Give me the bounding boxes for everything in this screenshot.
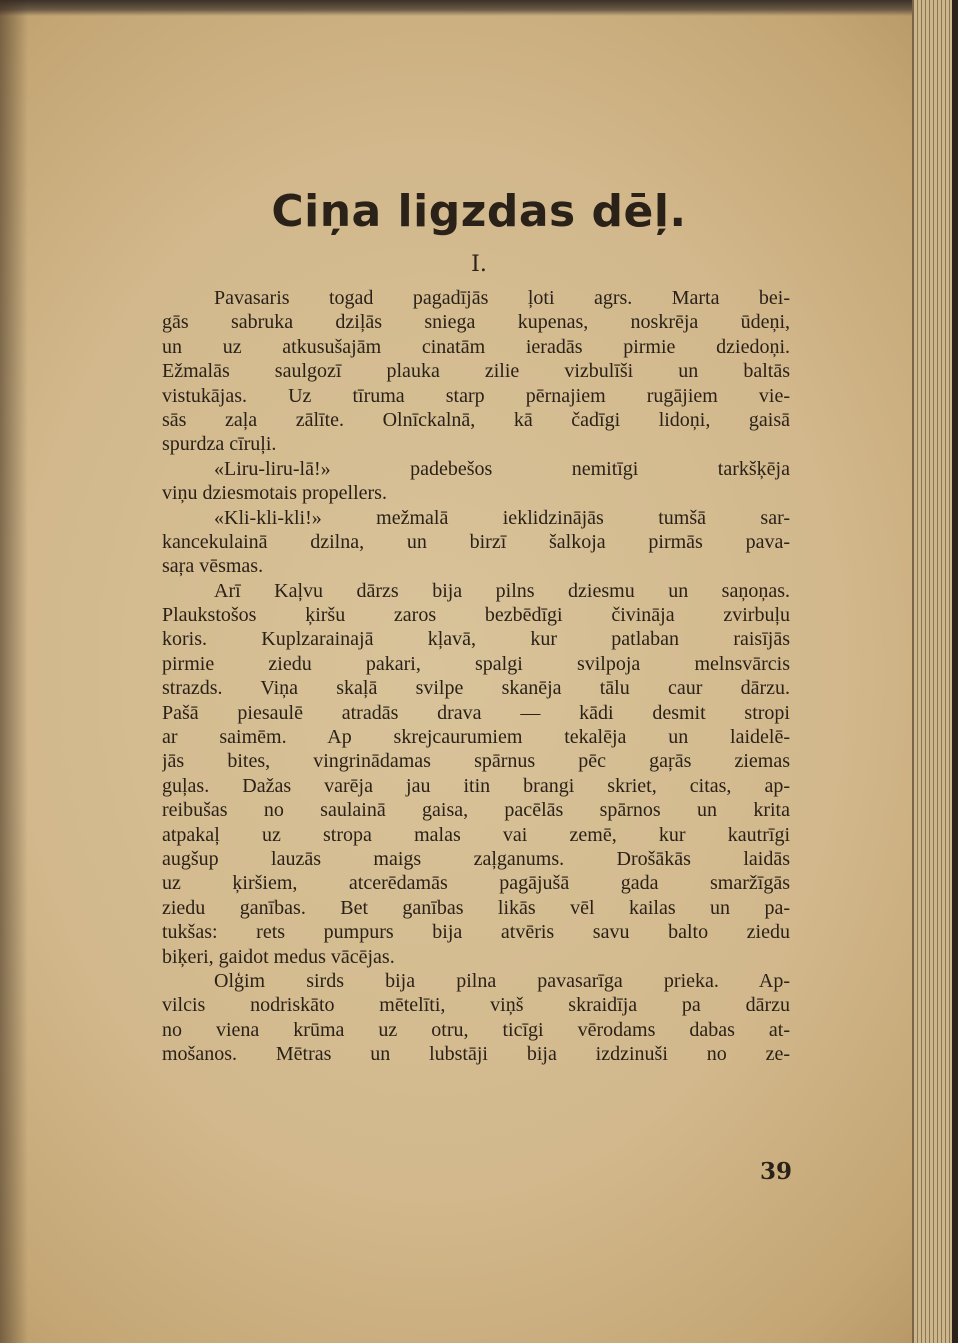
top-edge-shadow <box>0 0 958 16</box>
text-line: strazds. Viņa skaļā svilpe skanēja tālu caur dārzu. <box>162 677 790 700</box>
text-line: tukšas: rets pumpurs bija atvēris savu balto ziedu <box>162 921 790 944</box>
text-line: viņu dziesmotais propellers. <box>162 482 387 505</box>
text-line: spurdza cīruļi. <box>162 433 277 456</box>
text-line: Pašā piesaulē atradās drava — kādi desmit stropi <box>162 701 790 724</box>
text-line: biķeri, gaidot medus vācējas. <box>162 945 395 968</box>
text-line: mošanos. Mētras un lubstāji bija izdzinuši no ze- <box>162 1043 790 1066</box>
text-line: sās zaļa zālīte. Olnīckalnā, kā čadīgi lidoņi, gaisā <box>162 408 790 431</box>
body-text <box>162 286 790 1067</box>
text-line: augšup lauzās maigs zaļganums. Drošākās laidās <box>162 847 790 870</box>
text-line: kancekulainā dzilna, un birzī šalkoja pirmās pava- <box>162 530 790 553</box>
text-line: guļas. Dažas varēja jau itin brangi skriet, citas, ap- <box>162 774 790 797</box>
text-line: reibušas no saulainā gaisa, pacēlās spārnos un krita <box>162 799 790 822</box>
text-line: Olģim sirds bija pilna pavasarīga prieka. Ap- <box>214 969 790 992</box>
text-line: vilcis nodriskāto mētelīti, viņš skraidīja pa dārzu <box>162 994 790 1017</box>
text-line: ar saimēm. Ap skrejcaurumiem tekalēja un laidelē- <box>162 726 790 749</box>
text-line: «Kli-kli-kli!» mežmalā ieklidzinājās tumšā sar- <box>214 506 790 529</box>
text-line: no viena krūma uz otru, ticīgi vērodams dabas at- <box>162 1018 790 1041</box>
text-line: ziedu ganības. Bet ganības likās vēl kailas un pa- <box>162 896 790 919</box>
text-line: pirmie ziedu pakari, spalgi svilpoja melnsvārcis <box>162 652 790 675</box>
chapter-title: Ciņa ligzdas dēļ. <box>271 186 687 237</box>
text-line: Pavasaris togad pagadījās ļoti agrs. Marta bei- <box>214 287 790 309</box>
text-line: uz ķiršiem, atcerēdamās pagājušā gada smaržīgās <box>162 872 790 895</box>
text-line: koris. Kuplzarainajā kļavā, kur patlaban raisījās <box>162 628 790 651</box>
chapter-number: I. <box>471 252 487 277</box>
text-line: Ežmalās saulgozī plauka zilie vizbulīši un baltās <box>162 360 790 383</box>
text-line: un uz atkusušajām cinatām ieradās pirmie dziedoņi. <box>162 335 790 358</box>
text-line: jās bites, vingrinādamas spārnus pēc gaŗās ziemas <box>162 750 790 773</box>
text-line: saŗa vēsmas. <box>162 555 264 578</box>
text-line: Plaukstošos ķiršu zaros bezbēdīgi čivināja zvirbuļu <box>162 604 790 627</box>
text-line: gās sabruka dziļās sniega kupenas, noskrēja ūdeņi, <box>162 311 790 334</box>
text-line: «Liru-liru-lā!» padebešos nemitīgi tarkšķēja <box>214 457 790 480</box>
text-line: vistukājas. Uz tīruma starp pērnajiem rugājiem vie- <box>162 384 790 407</box>
text-line: Arī Kaļvu dārzs bija pilns dziesmu un saņoņas. <box>214 579 790 602</box>
text-line: atpakaļ uz stropa malas vai zemē, kur kautrīgi <box>162 823 790 846</box>
page-number: 39 <box>760 1158 793 1185</box>
